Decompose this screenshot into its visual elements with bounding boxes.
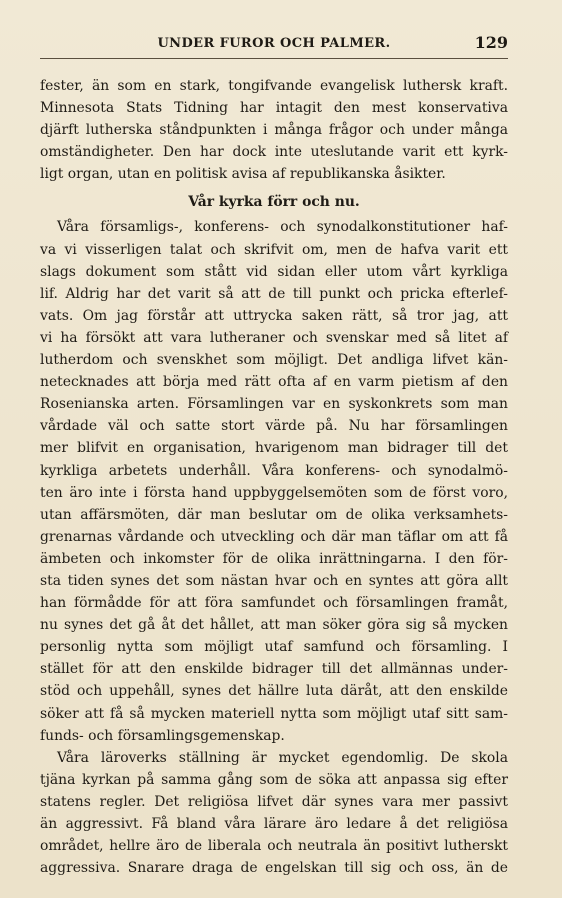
text-line: sta tiden synes det som nästan hvar och en syntes att göra allt xyxy=(40,572,508,589)
text-line: fester, än som en stark, tongifvande evangelisk luthersk kraft. xyxy=(40,78,508,94)
text-line: va vi visserligen talat och skrifvit om, men de hafva varit ett xyxy=(40,241,508,258)
text-line: kyrkliga arbetets underhåll. Våra konferens- och synodalmö- xyxy=(40,462,508,479)
text-line: funds- och församlingsgemenskap. xyxy=(40,727,285,744)
running-header xyxy=(40,33,508,55)
text-line: omständigheter. Den har dock inte uteslutande varit ett kyrk- xyxy=(40,144,508,161)
text-line: aggressiva. Snarare draga de engelskan till sig och oss, än de xyxy=(40,860,508,877)
body-text xyxy=(40,75,508,879)
text-line: utan affärsmöten, där man beslutar om de olika verksamhets- xyxy=(40,506,508,523)
text-line: vårdade väl och satte stort värde på. Nu har församlingen xyxy=(40,418,508,435)
text-line: söker att få så mycken materiell nytta som möjligt utaf sitt sam- xyxy=(40,705,508,722)
text-line: ten äro inte i första hand uppbyggelsemöten som de först voro, xyxy=(40,484,508,501)
text-line: netecknades att börja med rätt ofta af en varm pietism af den xyxy=(40,374,508,391)
text-line: stället för att den enskilde bidrager till det allmännas under- xyxy=(40,661,508,678)
text-line: Våra församligs-, konferens- och synodalkonstitutioner haf- xyxy=(57,219,508,236)
text-line: grenarnas vårdande och utveckling och där man täflar om att få xyxy=(40,528,508,545)
text-line: Rosenianska arten. Församlingen var en syskonkrets som man xyxy=(40,396,508,413)
text-line: stöd och uppehåll, synes det hällre luta däråt, att den enskilde xyxy=(40,683,508,700)
text-line: ämbeten och inkomster för de olika inrättningarna. I den för- xyxy=(40,550,508,567)
text-line: vats. Om jag förstår att uttrycka saken rätt, så tror jag, att xyxy=(40,307,508,324)
text-line: han förmådde för att föra samfundet och församlingen framåt, xyxy=(40,595,508,612)
text-line: Minnesota Stats Tidning har intagit den mest konservativa xyxy=(40,100,508,117)
text-line: djärft lutherska ståndpunkten i många frågor och under många xyxy=(40,122,508,139)
page-number: 129 xyxy=(474,33,508,52)
section-heading: Vår kyrka förr och nu. xyxy=(188,194,360,211)
text-line: nu synes det gå åt det hållet, att man söker göra sig så mycken xyxy=(40,617,508,634)
text-line: vi ha försökt att vara lutheraner och svenskar med så litet af xyxy=(40,329,508,346)
text-line: Våra läroverks ställning är mycket egendomlig. De skola xyxy=(57,749,508,766)
text-line: området, hellre äro de liberala och neutrala än positivt lutherskt xyxy=(40,838,508,855)
text-line: ligt organ, utan en politisk avisa af republikanska åsikter. xyxy=(40,166,446,183)
text-line: lif. Aldrig har det varit så att de till punkt och pricka efterlef- xyxy=(40,285,508,302)
text-line: tjäna kyrkan på samma gång som de söka att anpassa sig efter xyxy=(40,771,508,788)
running-title: UNDER FUROR OCH PALMER. xyxy=(157,36,391,51)
text-line: lutherdom och svenskhet som möjligt. Det andliga lifvet kän- xyxy=(40,352,508,369)
text-line: mer blifvit en organisation, hvarigenom man bidrager till det xyxy=(40,440,508,457)
text-line: statens regler. Det religiösa lifvet där synes vara mer passivt xyxy=(40,793,508,810)
text-line: personlig nytta som möjligt utaf samfund och församling. I xyxy=(40,639,508,656)
text-line: än aggressivt. Få bland våra lärare äro ledare å det religiösa xyxy=(40,816,508,832)
header-rule xyxy=(40,58,508,59)
text-line: slags dokument som stått vid sidan eller utom vårt kyrkliga xyxy=(40,263,508,280)
